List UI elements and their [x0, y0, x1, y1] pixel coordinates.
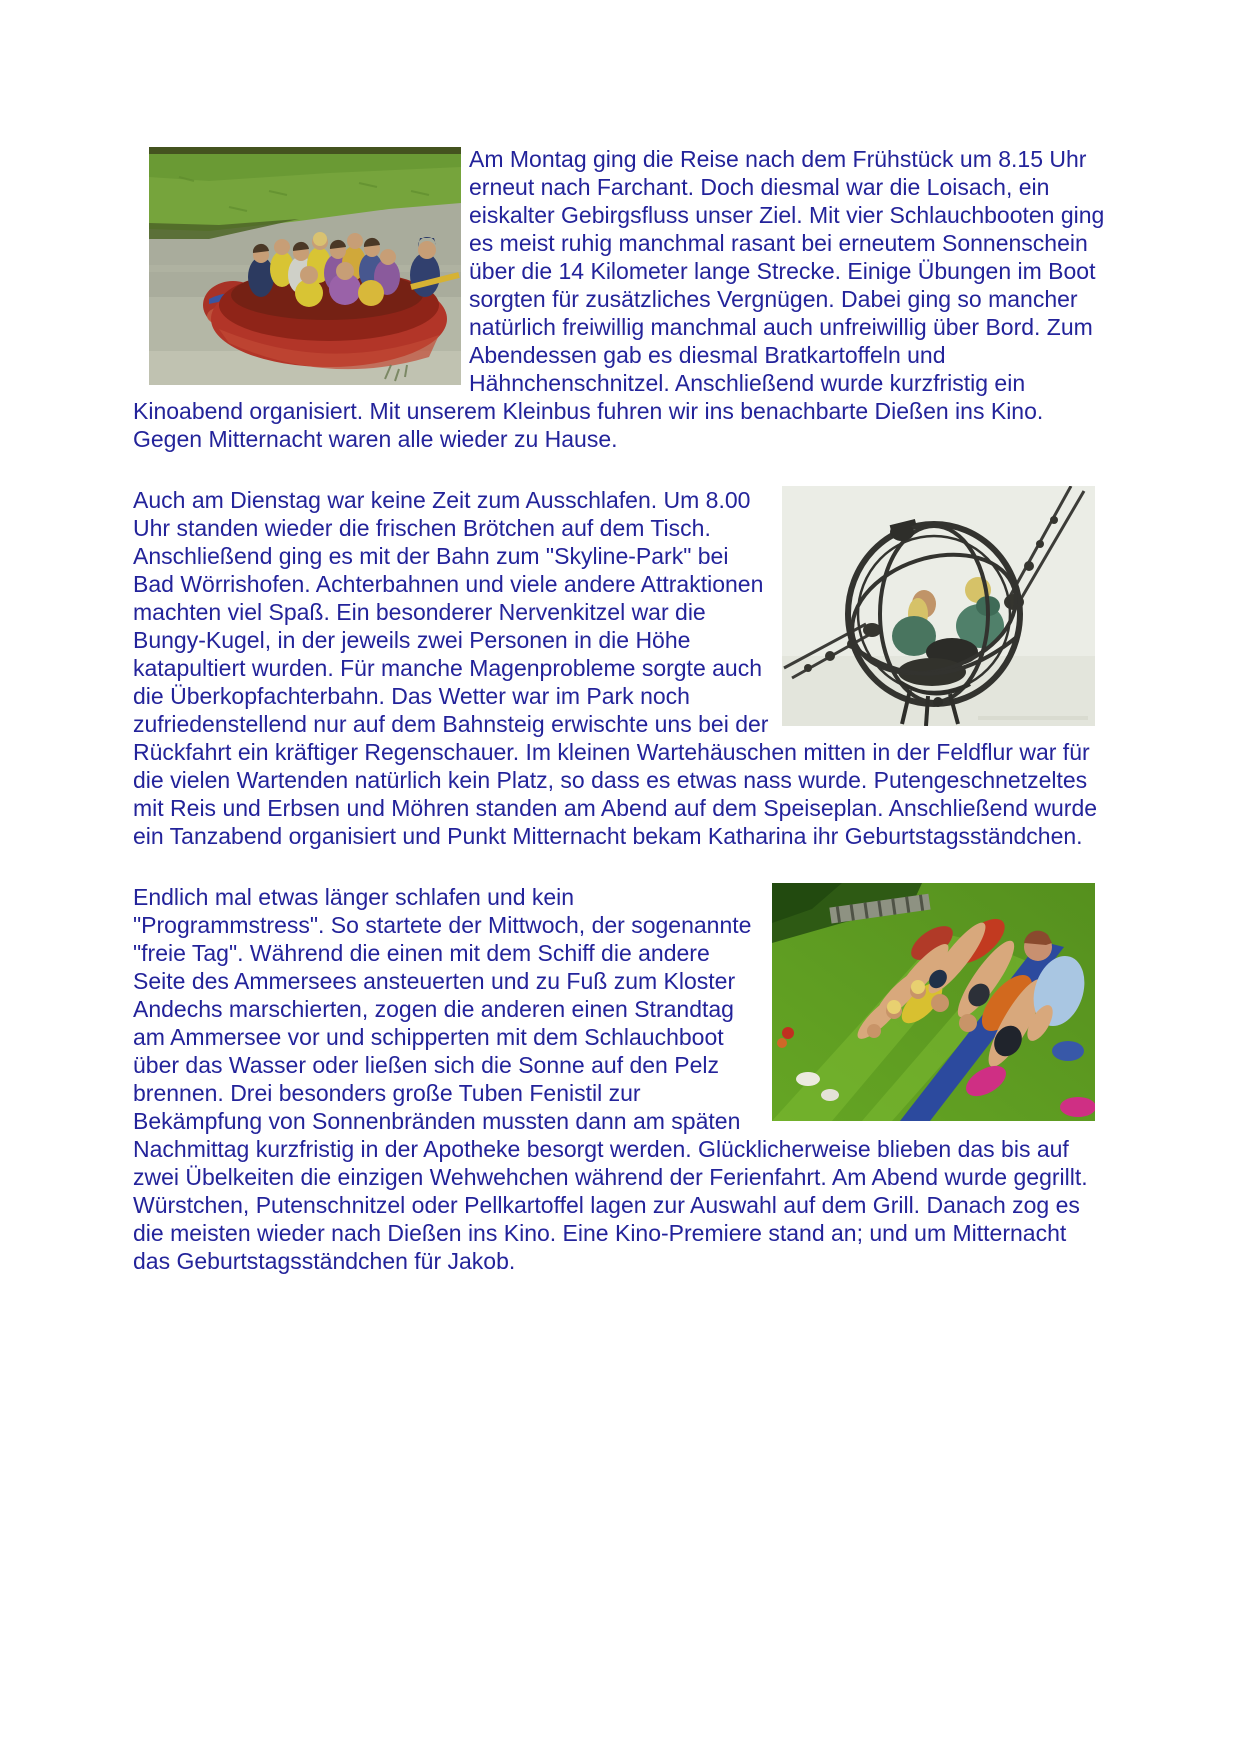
paragraph-monday [133, 145, 1105, 453]
paragraph-wednesday-text: Endlich mal etwas länger schlafen und kein "Programmstress". So startete der Mittwoch, der sogenannte "freie Tag". Während die einen mit dem Schiff die andere Seite des Ammersees ansteuerten und zu Fuß zum Kloster Andechs marschierten, zogen die anderen einen Strandtag am Ammersee vor und schipperten mit dem Schlauchboot über das Wasser oder ließen sich die Sonne auf den Pelz brennen. Drei besonders große Tuben Fenistil zur Bekämpfung von Sonnenbränden mussten dann am späten Nachmittag kurzfristig in der Apotheke besorgt werden. Glücklicherweise blieben das bis auf zwei Übelkeiten die einzigen Wehwehchen während der Ferienfahrt. Am Abend wurde gegrillt. Würstchen, Putenschnitzel oder Pellkartoffel lagen zur Auswahl auf dem Grill. Danach zog es die meisten wieder nach Dießen ins Kino. Eine Kino-Premiere stand an; und um Mitternacht das Geburtstagsständchen für Jakob. [133, 884, 1088, 1274]
paragraph-tuesday-text: Auch am Dienstag war keine Zeit zum Ausschlafen. Um 8.00 Uhr standen wieder die frischen Brötchen auf dem Tisch. Anschließend ging es mit der Bahn zum "Skyline-Park" bei Bad Wörrishofen. Achterbahnen und viele andere Attraktionen machten viel Spaß. Ein besonderer Nervenkitzel war die Bungy-Kugel, in der jeweils zwei Personen in die Höhe katapultiert wurden. Für manche Magenprobleme sorgte auch die Überkopfachterbahn. Das Wetter war im Park noch zufriedenstellend nur auf dem Bahnsteig erwischte uns bei der Rückfahrt ein kräftiger Regenschauer. Im kleinen Wartehäuschen mitten in der Feldflur war für die vielen Wartenden natürlich kein Platz, so dass es etwas nass wurde. Putengeschnetzeltes mit Reis und Erbsen und Möhren standen am Abend auf dem Speiseplan. Anschließend wurde ein Tanzabend organisiert und Punkt Mitternacht bekam Katharina ihr Geburtstagsständchen. [133, 487, 1098, 849]
paragraph-tuesday [133, 486, 1105, 850]
paragraph-monday-text: Am Montag ging die Reise nach dem Frühstück um 8.15 Uhr erneut nach Farchant. Doch diesmal war die Loisach, ein eiskalter Gebirgsfluss unser Ziel. Mit vier Schlauchbooten ging es meist ruhig manchmal rasant bei erneutem Sonnenschein über die 14 Kilometer lange Strecke. Einige Übungen im Boot sorgten für zusätzliches Vergnügen. Dabei ging so mancher natürlich freiwillig manchmal auch unfreiwillig über Bord. Zum Abendessen gab es diesmal Bratkartoffeln und Hähnchenschnitzel. Anschließend wurde kurzfristig ein Kinoabend organisiert. Mit unserem Kleinbus fuhren wir ins benachbarte Dießen ins Kino. Gegen Mitternacht waren alle wieder zu Hause. [133, 146, 1105, 452]
sunbathing-photo [772, 883, 1095, 1121]
bungee-ball-photo [782, 486, 1095, 726]
rafting-photo-art [149, 147, 461, 385]
rafting-photo [149, 147, 461, 385]
sunbathing-photo-art [772, 883, 1095, 1121]
bungee-ball-photo-art [782, 486, 1095, 726]
paragraph-wednesday [133, 883, 1105, 1275]
